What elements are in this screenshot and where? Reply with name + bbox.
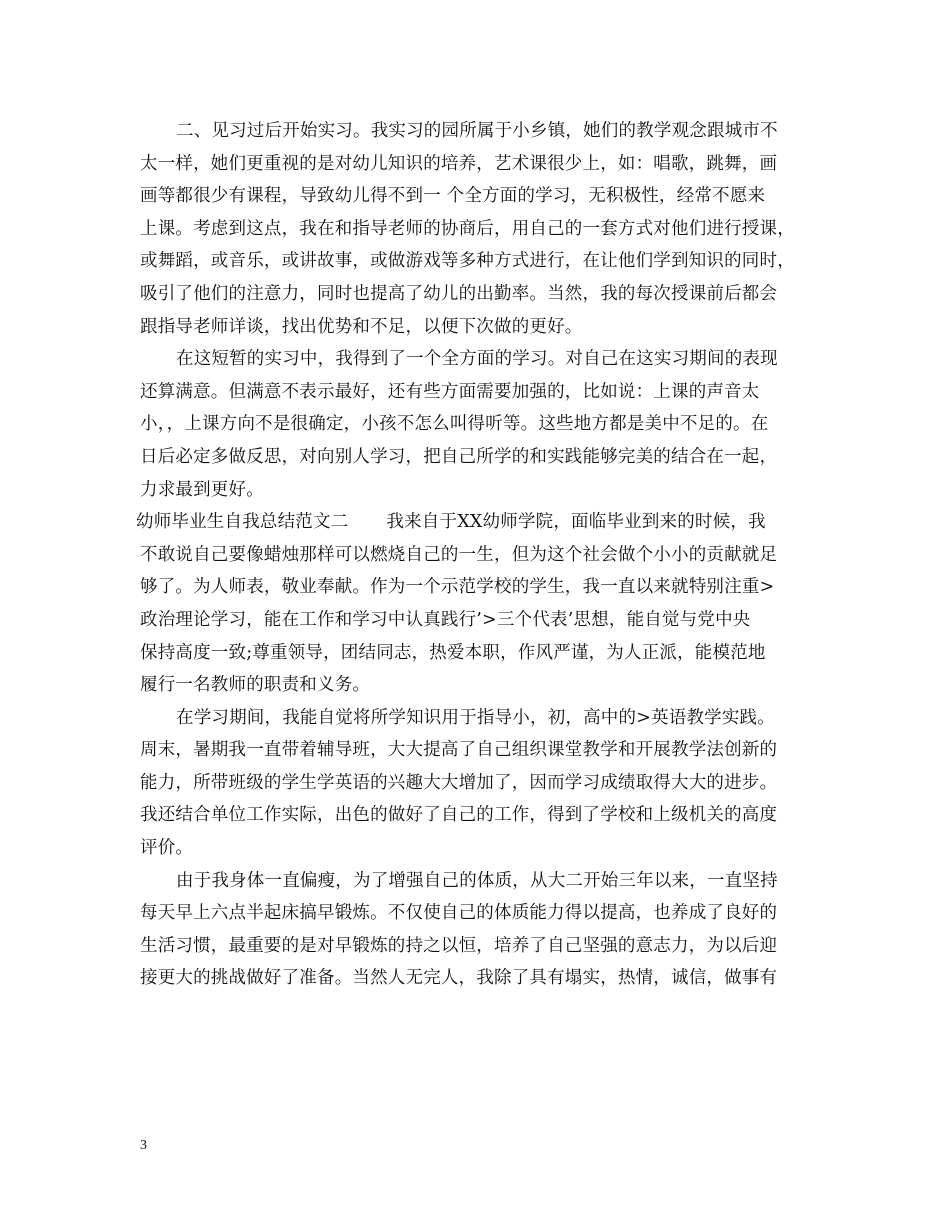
paragraph-line: 履行一名教师的职责和义务。	[140, 675, 371, 696]
section-heading-line	[136, 506, 816, 539]
paragraph-line: 每天早上六点半起床搞早锻炼。不仅使自己的体质能力得以提高，也养成了良好的	[140, 903, 778, 924]
paragraph-line: 不敢说自己要像蜡烛那样可以燃烧自己的一生，但为这个社会做个小小的贡献就足	[140, 544, 778, 565]
paragraph-line: 周末，暑期我一直带着辅导班，大大提高了自己组织课堂教学和开展教学法创新的	[140, 740, 778, 761]
paragraph-line: 保持高度一致;尊重领导，团结同志，热爱本职，作风严谨，为人正派，能模范地	[140, 642, 766, 663]
paragraph-line: 太一样，她们更重视的是对幼儿知识的培养，艺术课很少上，如：唱歌，跳舞，画	[140, 153, 778, 174]
section-heading: 幼师毕业生自我总结范文二	[136, 512, 349, 533]
paragraph-line: 评价。	[140, 838, 194, 859]
paragraph-line: 上课。考虑到这点，我在和指导老师的协商后，用自己的一套方式对他们进行授课，	[140, 218, 795, 239]
paragraph-line: 生活习惯，最重要的是对早锻炼的持之以恒，培养了自己坚强的意志力，为以后迎	[140, 935, 778, 956]
page-number: 3	[140, 1138, 147, 1153]
paragraph-line: 在这短暂的实习中，我得到了一个全方面的学习。对自己在这实习期间的表现	[176, 349, 778, 370]
paragraph-line: 还算满意。但满意不表示最好，还有些方面需要加强的，比如说：上课的声音太	[140, 381, 760, 402]
paragraph-line: 跟指导老师详谈，找出优势和不足，以便下次做的更好。	[140, 316, 583, 337]
paragraph-line: 二、见习过后开始实习。我实习的园所属于小乡镇，她们的教学观念跟城市不	[176, 121, 778, 141]
paragraph-line: 画等都很少有课程，导致幼儿得不到一 个全方面的学习，无积极性，经常不愿来	[140, 186, 766, 207]
paragraph-line: 接更大的挑战做好了准备。当然人无完人，我除了具有塌实，热情，诚信，做事有	[140, 968, 778, 989]
paragraph-line: 能力，所带班级的学生学英语的兴趣大大增加了，因而学习成绩取得大大的进步。	[140, 772, 778, 793]
paragraph-line: 吸引了他们的注意力，同时也提高了幼儿的出勤率。当然，我的每次授课前后都会	[140, 283, 778, 304]
paragraph-line: 够了。为人师表，敬业奉献。作为一个示范学校的学生，我一直以来就特别注重>	[140, 577, 775, 598]
paragraph-line: 日后必定多做反思，对向别人学习，把自己所学的和实践能够完美的结合在一起，	[140, 446, 778, 467]
paragraph-line: 由于我身体一直偏瘦，为了增强自己的体质，从大二开始三年以来，一直坚持	[176, 870, 778, 891]
paragraph-line: 政治理论学习，能在工作和学习中认真践行’>三个代表’思想，能自觉与党中央	[140, 609, 751, 630]
paragraph-line: 在学习期间，我能自觉将所学知识用于指导小，初，高中的>英语教学实践。	[176, 707, 775, 728]
paragraph-line: 小，，上课方向不是很确定，小孩不怎么叫得听等。这些地方都是美中不足的。在	[140, 414, 769, 435]
paragraph-line: 我还结合单位工作实际，出色的做好了自己的工作，得到了学校和上级机关的高度	[140, 805, 778, 826]
paragraph-line-inline: 我来自于XX幼师学院，面临毕业到来的时候，我	[386, 512, 766, 533]
paragraph-line: 或舞蹈，或音乐，或讲故事，或做游戏等多种方式进行，在让他们学到知识的同时，	[140, 251, 795, 272]
paragraph-line: 力求最到更好。	[140, 479, 264, 500]
body-text	[136, 115, 816, 995]
